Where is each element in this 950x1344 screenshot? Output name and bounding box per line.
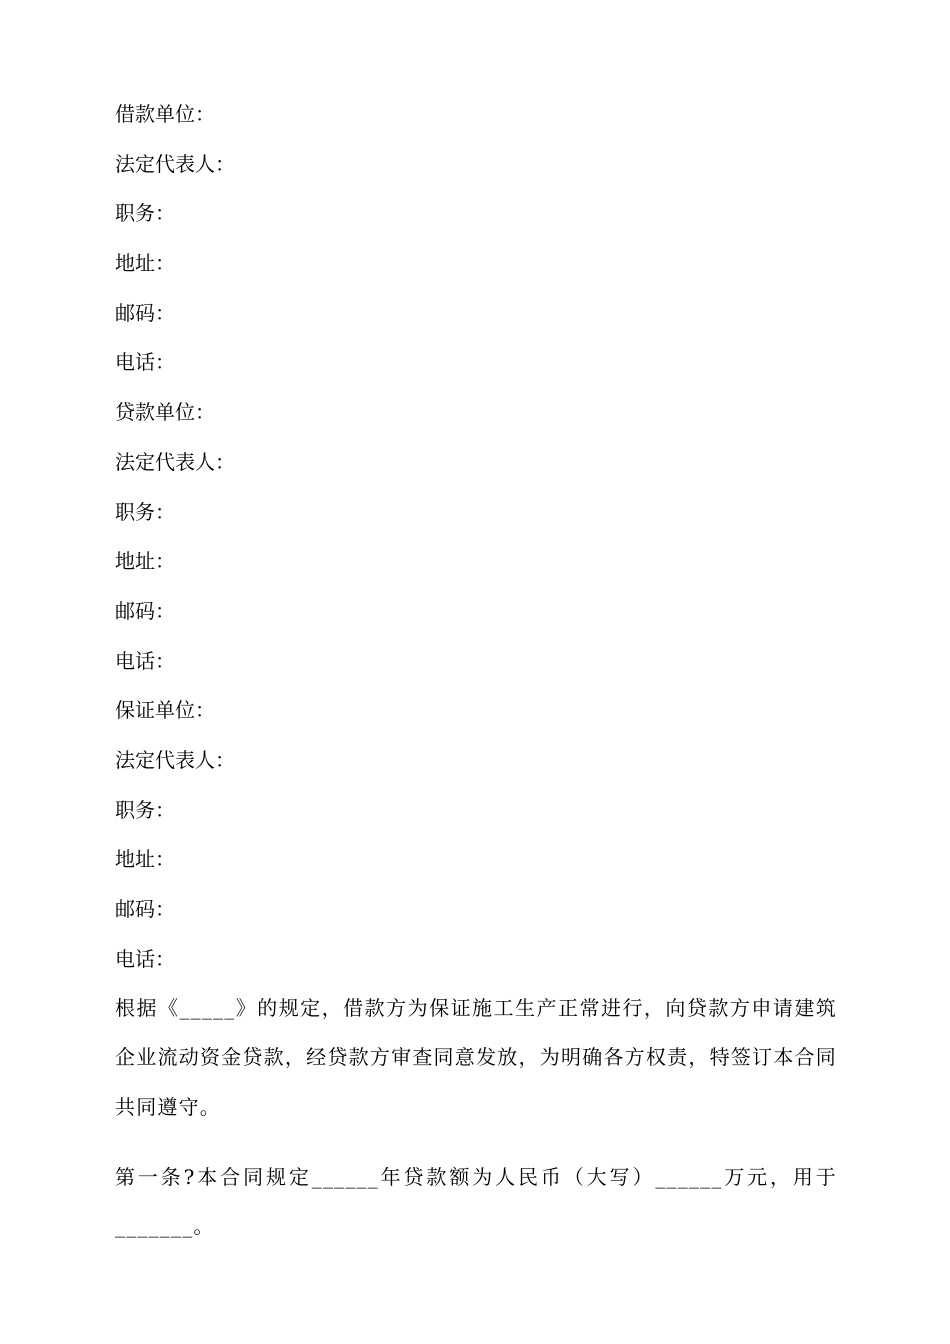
lender-postcode-label: 邮码：	[115, 598, 175, 623]
lender-phone-label: 电话：	[115, 648, 175, 673]
lender-representative-label: 法定代表人：	[115, 449, 235, 474]
borrower-title-label: 职务：	[115, 201, 175, 226]
borrower-section	[115, 102, 837, 375]
lender-title-label: 职务：	[115, 499, 175, 524]
lender-address-label: 地址：	[115, 549, 175, 574]
borrower-postcode-label: 邮码：	[115, 300, 175, 325]
guarantor-title-label: 职务：	[115, 797, 175, 822]
borrower-unit-label: 借款单位：	[115, 102, 215, 126]
guarantor-unit-label: 保证单位：	[115, 698, 215, 723]
guarantor-section	[115, 698, 837, 971]
contract-body	[115, 104, 837, 1272]
borrower-phone-label: 电话：	[115, 350, 175, 375]
guarantor-postcode-label: 邮码：	[115, 897, 175, 921]
lender-section	[115, 400, 837, 673]
borrower-representative-label: 法定代表人：	[115, 151, 235, 176]
article-1-paragraph: 第一条?本合同规定______年贷款额为人民币（大写）______万元，用于_______。	[115, 1164, 837, 1239]
guarantor-address-label: 地址：	[115, 847, 175, 872]
preamble-paragraph: 根据《_____》的规定，借款方为保证施工生产正常进行，向贷款方申请建筑企业流动资金贷款，经贷款方审查同意发放，为明确各方权责，特签订本合同共同遵守。	[115, 995, 837, 1119]
guarantor-phone-label: 电话：	[115, 946, 175, 971]
borrower-address-label: 地址：	[115, 251, 175, 276]
guarantor-representative-label: 法定代表人：	[115, 747, 235, 772]
lender-unit-label: 贷款单位：	[115, 400, 215, 425]
